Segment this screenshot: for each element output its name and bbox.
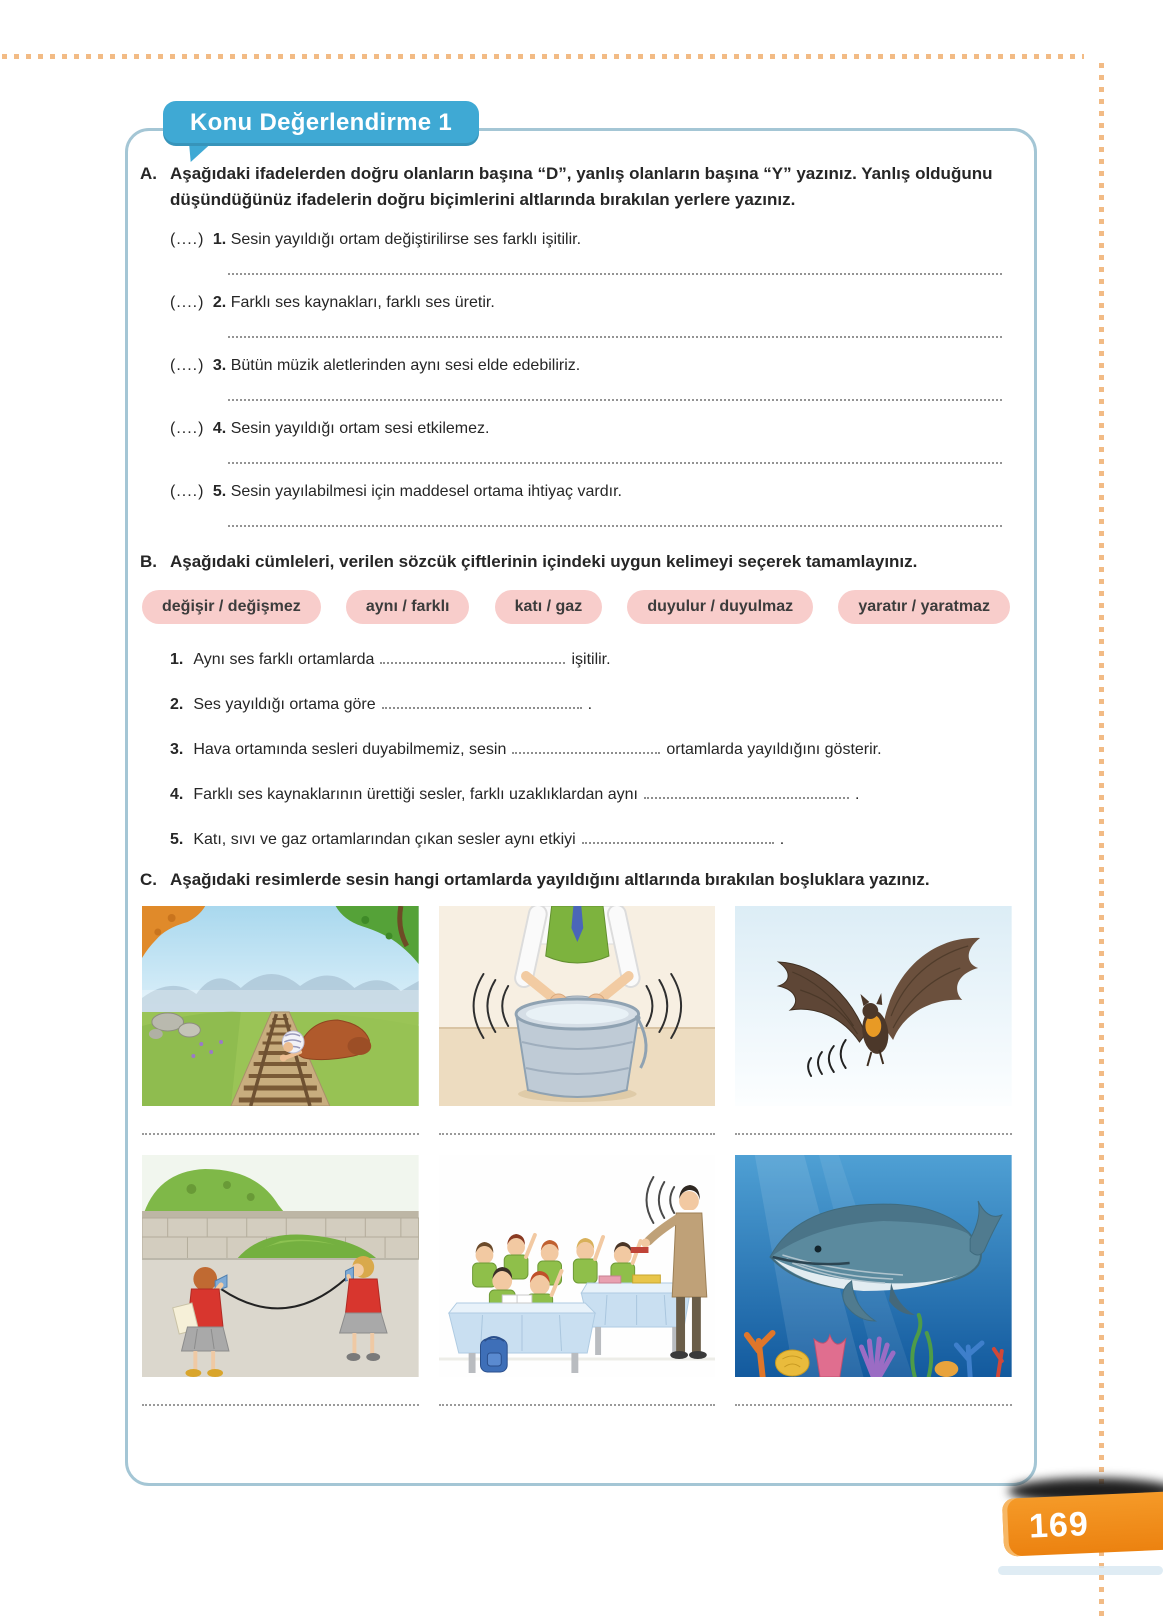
item-number: 4.: [170, 785, 184, 803]
fill-blank-item-5: [170, 831, 1016, 849]
true-false-item-3: [170, 357, 1016, 375]
answer-dotted-line: [228, 336, 1002, 338]
item-text: .: [779, 830, 785, 848]
section-a: [140, 161, 1016, 527]
bat-illustration: [735, 906, 1012, 1106]
item-text: Sesin yayıldığı ortam sesi etkilemez.: [230, 420, 490, 437]
whale-image: [735, 1155, 1012, 1377]
word-pair-pill: değişir / değişmez: [142, 590, 321, 624]
answer-parentheses: (....): [170, 231, 205, 248]
item-text: Katı, sıvı ve gaz ortamlarından çıkan sesler aynı etkiyi: [193, 830, 576, 848]
section-b-letter: B.: [140, 552, 157, 571]
item-number: 3.: [212, 357, 227, 374]
answer-parentheses: (....): [170, 483, 205, 500]
item-text: Aynı ses farklı ortamlarda: [193, 650, 375, 668]
hands-in-bucket-image: [439, 906, 716, 1106]
answer-parentheses: (....): [170, 357, 205, 374]
fill-blank-item-4: [170, 786, 1016, 804]
item-number: 5.: [170, 830, 184, 848]
section-a-letter: A.: [140, 164, 157, 183]
fill-blank: [582, 831, 774, 844]
item-text: işitilir.: [571, 650, 611, 668]
classroom-illustration: [439, 1155, 716, 1377]
string-telephone-illustration: [142, 1155, 419, 1377]
true-false-item-1: [170, 231, 1016, 249]
image-answer-line: [439, 1404, 716, 1406]
answer-dotted-line: [228, 462, 1002, 464]
railway-listening-illustration: [142, 906, 419, 1106]
item-text: Sesin yayıldığı ortam değiştirilirse ses farklı işitilir.: [230, 231, 582, 248]
fill-blank-item-3: [170, 741, 1016, 759]
page-number-ribbon: [1002, 1491, 1163, 1557]
image-cell-bucket: [439, 906, 716, 1135]
item-text: Farklı ses kaynaklarının ürettiği sesler, farklı uzaklıklardan aynı: [193, 785, 638, 803]
item-number: 3.: [170, 740, 184, 758]
classroom-image: [439, 1155, 716, 1377]
item-text: Sesin yayılabilmesi için maddesel ortama ihtiyaç vardır.: [230, 483, 622, 500]
section-b-instruction: Aşağıdaki cümleleri, verilen sözcük çiftlerinin içindeki uygun kelimeyi seçerek tamamlayınız.: [170, 552, 918, 571]
fill-blank: [380, 651, 565, 664]
dotted-border-top: [2, 54, 1084, 59]
page-title-label: Konu Değerlendirme 1: [190, 109, 453, 136]
string-telephone-image: [142, 1155, 419, 1377]
item-number: 2.: [212, 294, 227, 311]
content-box: [125, 128, 1037, 1486]
fill-blank-item-2: [170, 696, 1016, 714]
word-pair-pill: aynı / farklı: [346, 590, 470, 624]
item-text: ortamlarda yayıldığını gösterir.: [666, 740, 882, 758]
fill-blank: [644, 786, 849, 799]
dotted-border-right: [1099, 63, 1104, 1616]
item-number: 1.: [212, 231, 227, 248]
item-text: Hava ortamında sesleri duyabilmemiz, sesin: [193, 740, 507, 758]
bat-image: [735, 906, 1012, 1106]
item-text: Farklı ses kaynakları, farklı ses üretir.: [230, 294, 495, 311]
answer-dotted-line: [228, 525, 1002, 527]
backpack: [480, 1337, 507, 1372]
page-title: [163, 101, 479, 146]
section-a-instruction: Aşağıdaki ifadelerden doğru olanların başına “D”, yanlış olanların başına “Y” yazınız. Yanlış olduğunu düşündüğünüz ifadelerin doğru biçimlerini altlarında bırakılan yerlere yazınız.: [170, 164, 993, 209]
image-answer-line: [735, 1404, 1012, 1406]
page-number: 169: [1028, 1505, 1090, 1546]
hands-in-bucket-illustration: [439, 906, 716, 1106]
item-text: Ses yayıldığı ortama göre: [193, 695, 376, 713]
image-cell-string-telephone: [142, 1135, 419, 1406]
item-text: Bütün müzik aletlerinden aynı sesi elde edebiliriz.: [230, 357, 581, 374]
image-grid: [142, 906, 1012, 1406]
item-text: .: [587, 695, 593, 713]
section-c-instruction: Aşağıdaki resimlerde sesin hangi ortamlarda yayıldığını altlarında bırakılan boşluklara yazınız.: [170, 869, 930, 889]
item-number: 1.: [170, 650, 184, 668]
image-answer-line: [142, 1404, 419, 1406]
fill-blank: [512, 741, 660, 754]
image-cell-railway: [142, 906, 419, 1135]
fill-blank: [382, 696, 582, 709]
bucket: [516, 999, 646, 1097]
railway-listening-image: [142, 906, 419, 1106]
fill-blank-item-1: [170, 651, 1016, 669]
answer-parentheses: (....): [170, 294, 205, 311]
item-number: 4.: [212, 420, 227, 437]
image-cell-bat: [735, 906, 1012, 1135]
true-false-item-2: [170, 294, 1016, 312]
item-text: .: [854, 785, 860, 803]
ribbon-streak: [998, 1566, 1163, 1575]
true-false-item-4: [170, 420, 1016, 438]
word-pair-pill: yaratır / yaratmaz: [838, 590, 1010, 624]
section-b: [140, 549, 1016, 849]
answer-parentheses: (....): [170, 420, 205, 437]
word-pair-pill: katı / gaz: [495, 590, 603, 624]
item-number: 5.: [212, 483, 227, 500]
image-cell-classroom: [439, 1135, 716, 1406]
answer-dotted-line: [228, 399, 1002, 401]
answer-dotted-line: [228, 273, 1002, 275]
section-c: [140, 867, 1016, 1407]
image-cell-whale: [735, 1135, 1012, 1406]
word-pair-pill: duyulur / duyulmaz: [627, 590, 813, 624]
true-false-item-5: [170, 483, 1016, 501]
section-c-letter: C.: [140, 869, 157, 889]
item-number: 2.: [170, 695, 184, 713]
whale-illustration: [735, 1155, 1012, 1377]
word-pair-row: [142, 590, 1010, 624]
